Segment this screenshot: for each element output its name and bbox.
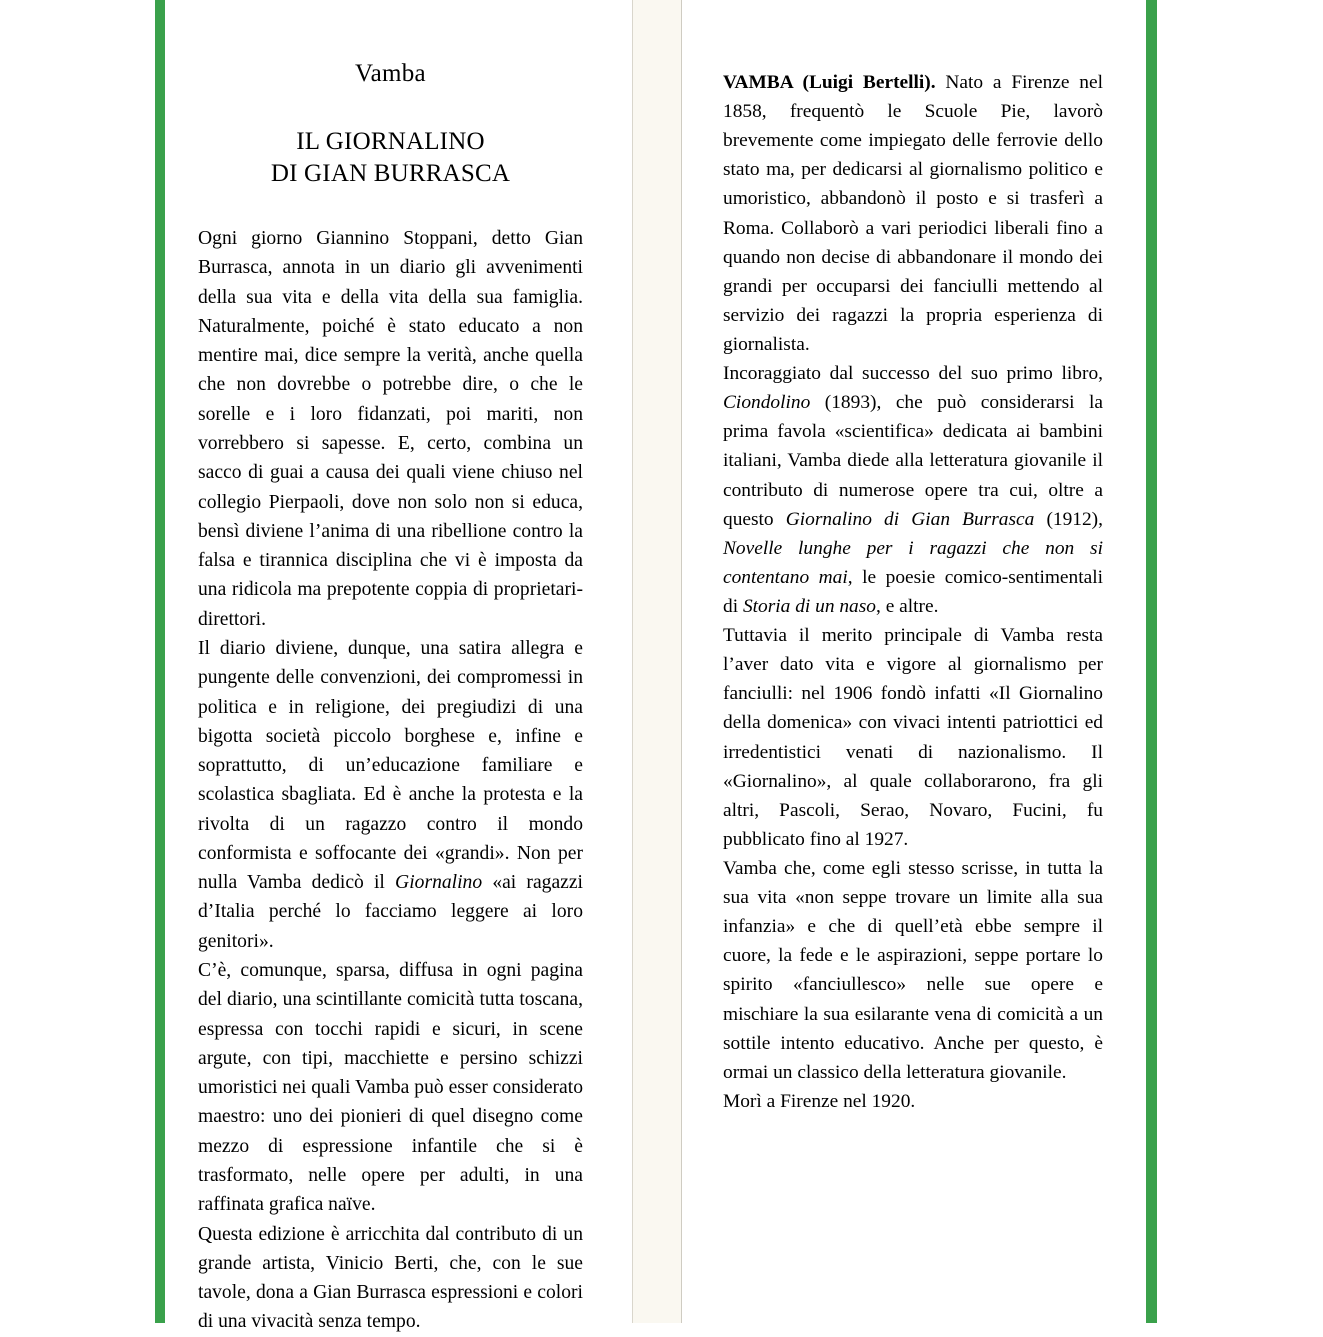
italic-title-giornalino: Giornalino	[395, 872, 483, 894]
front-flap-text-column	[198, 60, 583, 1337]
bio-paragraph-2	[723, 359, 1103, 621]
front-flap-paragraph-3: C’è, comunque, sparsa, diffusa in ogni pagina del diario, una scintillante comicità tutta toscana, espressa con tocchi rapidi e sicuri, in scene argute, con tipi, macchiette e persino schizzi umoristici nei quali Vamba può esser considerato maestro: uno dei pionieri di quel disegno come mezzo di espressione infantile che si è trasformato, nelle opere per adulti, in una raffinata grafica naïve.	[198, 960, 583, 1216]
front-flap-paragraph-2-tail: «ai ragazzi d’Italia perché lo facciamo leggere ai loro genitori».	[198, 872, 583, 952]
book-title-line-2: DI GIAN BURRASCA	[270, 160, 511, 187]
italic-title-giornalino-gian-burrasca: Giornalino di Gian Burrasca	[785, 508, 1035, 530]
cover-accent-left	[155, 0, 165, 1323]
bio-paragraph-4: Vamba che, come egli stesso scrisse, in tutta la sua vita «non seppe trovare un limite alla sua infanzia» e che di quell’età ebbe sempre il cuore, la fede e le aspirazioni, seppe portare lo spirito «fanciullesco» nelle sue opere e mischiare la sua esilarante vena di comicità a un sottile intento educativo. Anche per questo, è ormai un classico della letteratura giovanile.	[723, 857, 1103, 1083]
front-flap-paragraph-2	[198, 634, 583, 956]
italic-title-ciondolino: Ciondolino	[723, 392, 811, 414]
bio-frag-c: , le poesie comico-sentimentali di	[723, 566, 1103, 617]
author-lead-name: VAMBA (Luigi Bertelli).	[723, 72, 936, 93]
cover-inner-margin-left	[165, 0, 171, 1323]
front-flap-paragraph-4: Questa edizione è arricchita dal contributo di un grande artista, Vinicio Berti, che, con le sue tavole, dona a Gian Burrasca espressioni e colori di una vivacità senza tempo.	[198, 1223, 583, 1333]
front-flap-paragraph-2-text: Il diario diviene, dunque, una satira allegra e pungente delle convenzioni, dei compromessi in politica e in religione, dei pregiudizi di una bigotta società piccolo borghese e, infine e soprattutto, di un’educazione familiare e scolastica sbagliata. Ed è anche la protesta e la rivolta di un ragazzo contro il mondo conformista e soffocante dei «grandi». Non per nulla Vamba dedicò il	[198, 637, 583, 894]
bio-paragraph-2-head: Incoraggiato dal successo del suo primo libro,	[723, 363, 1103, 385]
italic-title-novelle: Novelle lunghe per i ragazzi che non si contentano mai	[723, 537, 1103, 588]
bio-frag-d: , e altre.	[876, 595, 939, 617]
bio-paragraph-3: Tuttavia il merito principale di Vamba resta l’aver dato vita e vigore al giornalismo per fanciulli: nel 1906 fondò infatti «Il Giornalino della domenica» con vivaci intenti patriottici ed irredentistici venati di nazionalismo. Il «Giornalino», al quale collaborarono, fra gli altri, Pascoli, Serao, Novaro, Fucini, fu pubblicato fino al 1927.	[723, 625, 1103, 850]
bio-frag-a: (1893), che può considerarsi la prima favola «scientifica» dedicata ai bambini italiani, Vamba diede alla letteratura giovanile il contributo di numerose opere tra cui, oltre a questo	[723, 392, 1103, 530]
bio-paragraph-1	[723, 68, 1103, 359]
cover-fold-gutter	[632, 0, 682, 1323]
cover-accent-right	[1146, 0, 1157, 1323]
front-flap-paragraph-1: Ogni giorno Giannino Stoppani, detto Gian Burrasca, annota in un diario gli avvenimenti della sua vita e della vita della sua famiglia. Naturalmente, poiché è stato educato a non mentire mai, dice sempre la verità, anche quella che non dovrebbe o potrebbe dire, o che le sorelle e i loro fidanzati, poi mariti, non vorrebbero si sapesse. E, certo, combina un sacco di guai a causa dei quali viene chiuso nel collegio Pierpaoli, dove non solo non si educa, bensì diviene l’anima di una ribellione contro la falsa e tirannica disciplina che vi è imposta da una ridicola ma prepotente coppia di proprietari-direttori.	[198, 228, 583, 630]
italic-title-storia-di-un-naso: Storia di un naso	[742, 595, 876, 617]
back-flap-text-column	[723, 68, 1103, 1116]
bio-frag-b: (1912),	[1034, 508, 1103, 530]
book-title-line-1: IL GIORNALINO	[296, 128, 485, 155]
bio-paragraph-1-text: Nato a Firenze nel 1858, frequentò le Scuole Pie, lavorò brevemente come impiegato delle ferrovie dello stato ma, per dedicarsi al giornalismo politico e umoristico, abbandonò il posto e si trasferì a Roma. Collaborò a vari periodici liberali fino a quando non decise di abbandonare il mondo dei grandi per occuparsi dei fanciulli mettendo al servizio dei ragazzi la propria esperienza di giornalista.	[723, 72, 1103, 355]
book-title	[198, 126, 583, 190]
author-name: Vamba	[355, 60, 426, 87]
bio-paragraph-5: Morì a Firenze nel 1920.	[723, 1090, 916, 1112]
